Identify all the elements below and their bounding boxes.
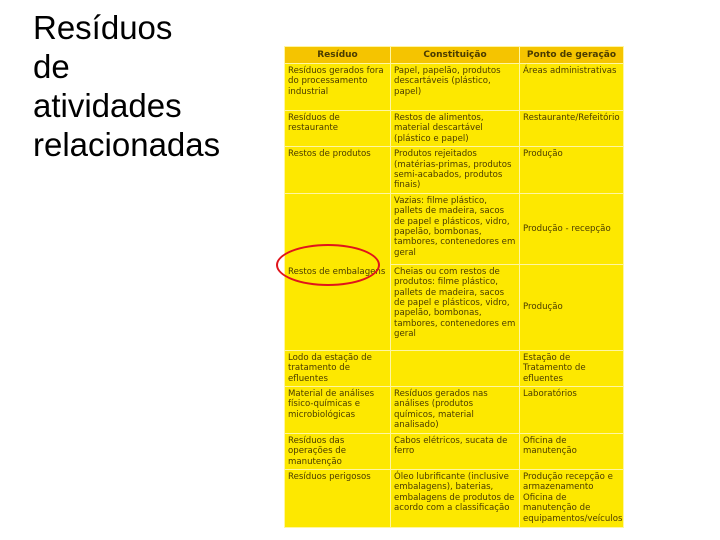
- cell-ponto: Estação de Tratamento de efluentes: [520, 350, 624, 386]
- cell-constituicao: Cabos elétricos, sucata de ferro: [391, 433, 520, 469]
- cell-ponto: Restaurante/Refeitório: [520, 111, 624, 147]
- cell-ponto: Produção: [520, 147, 624, 194]
- table-row: [285, 469, 624, 527]
- table-row: [285, 387, 624, 434]
- cell-ponto: Produção: [520, 264, 624, 350]
- title-line: Resíduos: [33, 9, 173, 46]
- cell-constituicao: Óleo lubrificante (inclusive embalagens), baterias, embalagens de produtos de acordo com a classificação: [391, 469, 520, 527]
- cell-residuo: Restos de produtos: [285, 147, 391, 194]
- waste-table: [284, 46, 624, 528]
- title-line: relacionadas: [33, 126, 221, 163]
- cell-ponto: Oficina de manutenção: [520, 433, 624, 469]
- cell-constituicao: [391, 350, 520, 386]
- cell-residuo: Material de análises físico-químicas e microbiológicas: [285, 387, 391, 434]
- table-header-row: [285, 47, 624, 64]
- cell-residuo: Lodo da estação de tratamento de efluentes: [285, 350, 391, 386]
- cell-residuo: Resíduos das operações de manutenção: [285, 433, 391, 469]
- title-line: atividades: [33, 87, 182, 124]
- cell-ponto: Produção - recepção: [520, 193, 624, 264]
- title-line: de: [33, 48, 70, 85]
- cell-constituicao: Restos de alimentos, material descartável (plástico e papel): [391, 111, 520, 147]
- cell-residuo: Resíduos perigosos: [285, 469, 391, 527]
- cell-ponto: Laboratórios: [520, 387, 624, 434]
- cell-constituicao: Cheias ou com restos de produtos: filme plástico, pallets de madeira, sacos de papel e plásticos, vidro, papelão, bombonas, tambores, contenedores em geral: [391, 264, 520, 350]
- cell-constituicao: Vazias: filme plástico, pallets de madeira, sacos de papel e plásticos, vidro, papelão, bombonas, tambores, contenedores em geral: [391, 193, 520, 264]
- cell-residuo: Resíduos gerados fora do processamento industrial: [285, 64, 391, 111]
- cell-constituicao: Resíduos gerados nas análises (produtos químicos, material analisado): [391, 387, 520, 434]
- cell-ponto: Áreas administrativas: [520, 64, 624, 111]
- table-row: [285, 147, 624, 194]
- cell-residuo: Restos de embalagens: [285, 193, 391, 350]
- cell-ponto: Produção recepção e armazenamento Oficina de manutenção de equipamentos/veículos: [520, 469, 624, 527]
- table-row: [285, 433, 624, 469]
- header-constituicao: Constituição: [391, 47, 520, 64]
- header-residuo: Resíduo: [285, 47, 391, 64]
- highlight-circle: [276, 244, 380, 286]
- table-row: [285, 350, 624, 386]
- cell-residuo: Resíduos de restaurante: [285, 111, 391, 147]
- cell-constituicao: Papel, papelão, produtos descartáveis (plástico, papel): [391, 64, 520, 111]
- cell-constituicao: Produtos rejeitados (matérias-primas, produtos semi-acabados, produtos finais): [391, 147, 520, 194]
- table-row: [285, 111, 624, 147]
- table-row: [285, 64, 624, 111]
- slide-title: [33, 8, 273, 164]
- header-ponto-de-geracao: Ponto de geração: [520, 47, 624, 64]
